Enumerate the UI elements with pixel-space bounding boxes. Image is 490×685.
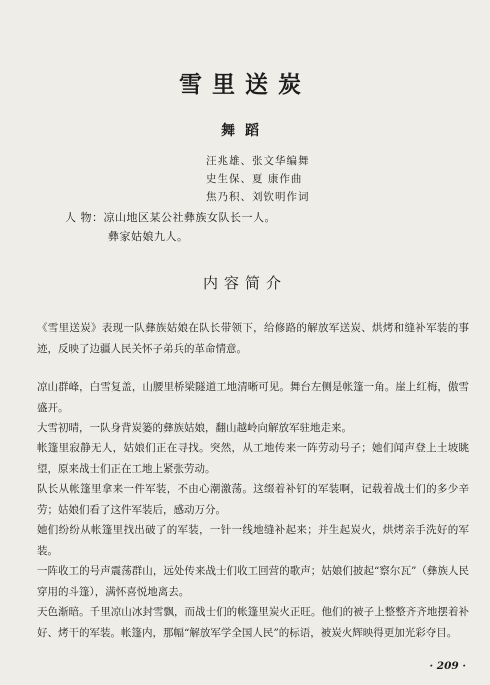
credit-lyrics: 焦乃积、刘钦明作词 — [206, 191, 310, 203]
paragraph-tent: 帐篷里寂静无人，姑娘们正在寻找。突然，从工地传来一阵劳动号子；她们闻声登上土坡眺望，原来战士们正在工地上紧张劳动。 — [37, 442, 469, 475]
paragraph-departure: 一阵收工的号声震荡群山，远处传来战士们收工回营的歌声；姑娘们披起“察尔瓦”（彝族人民穿用的斗篷），满怀喜悦地离去。 — [37, 565, 469, 598]
page-title: 雪里送炭 — [179, 71, 311, 98]
credit-choreography: 汪兆雄、张文华编舞 — [206, 155, 310, 167]
cast-line-1: 人 物：凉山地区某公社彝族女队长一人。 — [65, 211, 276, 224]
paragraph-uniform: 队长从帐篷里拿来一件军装，不由心潮激荡。这缀着补钉的军装啊，记载着战士们的多少辛劳；姑娘们看了这件军装后，感动万分。 — [37, 483, 469, 516]
genre-subtitle: 舞蹈 — [221, 123, 269, 139]
cast-line-2: 彝家姑娘九人。 — [108, 230, 189, 243]
section-title: 内容简介 — [202, 274, 287, 292]
paragraph-summary: 《雪里送炭》表现一队彝族姑娘在队长带领下，给修路的解放军送炭、烘烤和缝补军装的事迹，反映了边疆人民关怀子弟兵的革命情意。 — [37, 322, 469, 355]
paragraph-scene: 凉山群峰，白雪复盖，山腰里桥梁隧道工地清晰可见。舞台左侧是帐篷一角。崖上红梅，傲雪盛开。 — [37, 381, 469, 414]
page-number: · 209 · — [429, 660, 466, 672]
paragraph-night: 天色渐暗。千里凉山冰封雪飘，而战士们的帐篷里炭火正旺。他们的被子上整整齐齐地摆着补好、烤干的军装。帐篷内，那幅“解放军学全国人民”的标语，被炭火辉映得更加光彩夺目。 — [37, 606, 469, 639]
credit-composer: 史生保、夏 康作曲 — [206, 173, 303, 185]
paragraph-mending: 她们纷纷从帐篷里找出破了的军装，一针一线地缝补起来；并生起炭火，烘烤亲手洗好的军装。 — [37, 524, 469, 557]
paragraph-arrival: 大雪初晴，一队身背炭篓的彝族姑娘，翻山越岭向解放军驻地走来。 — [37, 422, 352, 434]
